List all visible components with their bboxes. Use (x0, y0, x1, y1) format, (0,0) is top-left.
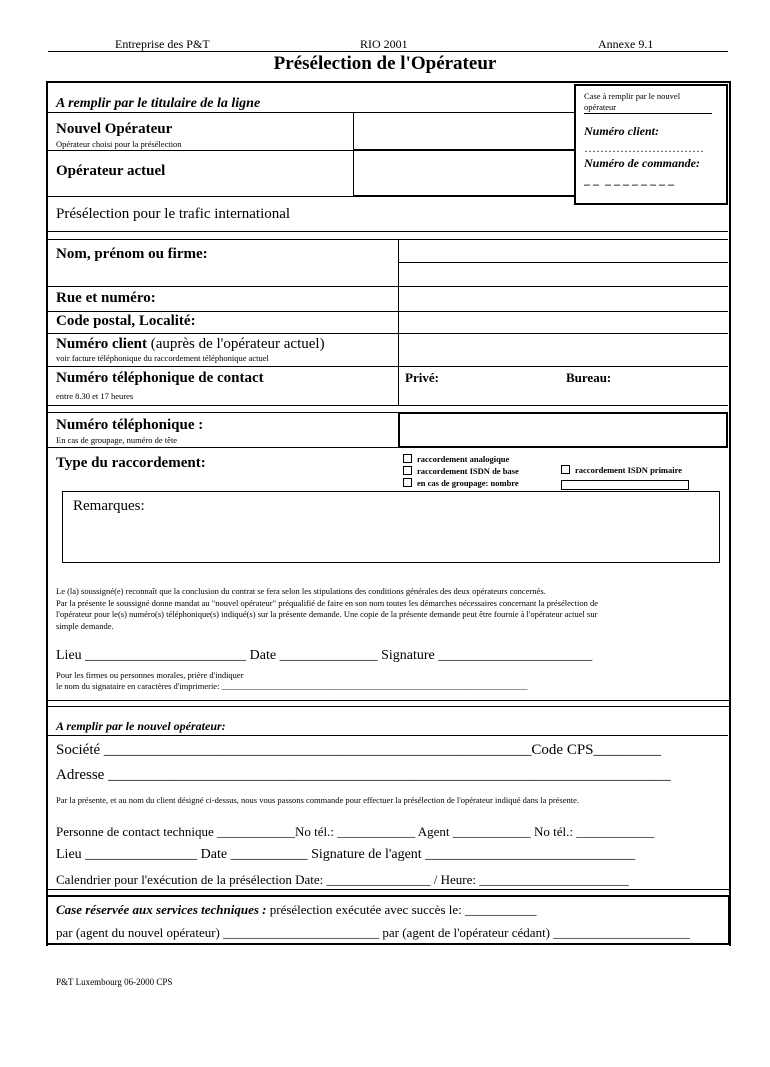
new-operator-field[interactable] (353, 112, 576, 150)
legal-line-4: simple demande. (56, 620, 114, 631)
client-number-label: Numéro client: (584, 124, 659, 138)
section3-heading: Case réservée aux services techniques : (56, 902, 267, 917)
connection-type-label: Type du raccordement: (56, 455, 206, 471)
order-number-dashes[interactable]: _ _ _ _ _ _ _ _ _ _ (584, 173, 674, 187)
lieu-date-signature[interactable]: Lieu _______________________ Date ______________ Signature ______________________ (56, 648, 593, 663)
phone-number-field[interactable] (398, 412, 728, 448)
current-operator-field[interactable] (353, 150, 576, 196)
legal-line-1: Le (la) soussigné(e) reconnaît que la conclusion du contrat se fera selon les stipulations des conditions générales des deux opérateurs concernés. (56, 586, 546, 596)
adresse-line[interactable]: Adresse ___________________________________________________________________________ (56, 767, 671, 783)
firms-note (56, 670, 528, 692)
footer: P&T Luxembourg 06-2000 CPS (56, 977, 173, 987)
group-checkbox[interactable] (403, 478, 412, 487)
analog-checkbox[interactable] (403, 454, 412, 463)
legal-text (56, 586, 716, 632)
client-num-row (56, 336, 325, 353)
name-field-line[interactable] (398, 262, 728, 263)
contact-line[interactable]: Personne de contact technique ____________No tél.: ____________ Agent ____________ No tél.: ____________ (56, 824, 655, 839)
isdn-base-option-label: raccordement ISDN de base (417, 466, 519, 476)
header-center: RIO 2001 (360, 37, 408, 51)
phone-number-sub: En cas de groupage, numéro de tête (56, 435, 178, 445)
header-left: Entreprise des P&T (115, 37, 210, 51)
client-num-paren: (auprès de l'opérateur actuel) (150, 336, 325, 352)
section2-heading: A remplir par le nouvel opérateur: (56, 719, 226, 733)
remarks-label: Remarques: (73, 498, 145, 514)
isdn-primary-option (561, 465, 682, 475)
legal-line-2: Par la présente le soussigné donne mandat au "nouvel opérateur" préqualifié de faire en son nom toutes les démarches nécessaires concernant la présélection de (56, 597, 598, 608)
lieu-agent-line[interactable]: Lieu ________________ Date ___________ Signature de l'agent ______________________________ (56, 847, 636, 862)
group-option-label: en cas de groupage: nombre (417, 478, 519, 488)
client-num-label: Numéro client (56, 336, 147, 352)
firms-line-2[interactable]: le nom du signataire en caractères d'imprimerie: ________________________________________________________________________ (56, 681, 528, 691)
calendar-line[interactable]: Calendrier pour l'exécution de la présélection Date: ________________ / Heure: _______________________ (56, 872, 629, 887)
header-right: Annexe 9.1 (598, 37, 654, 51)
section1-heading: A remplir par le titulaire de la ligne (56, 96, 261, 111)
section3-line-2[interactable]: par (agent du nouvel opérateur) ________________________ par (agent de l'opérateur cédant) _____________________ (56, 925, 690, 940)
name-label: Nom, prénom ou firme: (56, 246, 208, 262)
contact-phone-label: Numéro téléphonique de contact (56, 370, 264, 386)
connection-options (403, 453, 519, 489)
client-num-sub: voir facture téléphonique du raccordement téléphonique actuel (56, 353, 269, 363)
bureau-label: Bureau: (566, 370, 612, 385)
isdn-primary-option-label: raccordement ISDN primaire (575, 465, 683, 475)
section3-line-1[interactable] (56, 902, 537, 918)
order-number-label: Numéro de commande: (584, 156, 700, 170)
legal-line-3: l'opérateur pour le(s) numéro(s) téléphonique(s) indiqué(s) sur la présente demande. Une copie de la présente demande peut être fournie à l'opérateur actuel sur (56, 609, 598, 619)
analog-option-label: raccordement analogique (417, 454, 510, 464)
isdn-base-checkbox[interactable] (403, 466, 412, 475)
header-rule (48, 51, 728, 52)
street-label: Rue et numéro: (56, 290, 156, 306)
new-operator-label: Nouvel Opérateur (56, 121, 173, 137)
client-number-dots[interactable]: ………………………… (584, 141, 704, 155)
group-count-field[interactable] (561, 480, 689, 490)
postal-label: Code postal, Localité: (56, 313, 196, 329)
isdn-primary-checkbox[interactable] (561, 465, 570, 474)
current-operator-label: Opérateur actuel (56, 163, 166, 179)
remarks-box[interactable] (62, 491, 720, 563)
section3-heading-rest: présélection exécutée avec succès le: ___________ (266, 902, 537, 917)
new-operator-sub: Opérateur choisi pour la présélection (56, 139, 182, 149)
phone-number-label: Numéro téléphonique : (56, 417, 204, 433)
societe-line[interactable]: Société _________________________________________________________Code CPS_________ (56, 742, 662, 758)
contact-phone-sub: entre 8.30 et 17 heures (56, 391, 134, 401)
prive-label: Privé: (405, 370, 439, 385)
page-title: Présélection de l'Opérateur (273, 53, 497, 74)
order-text: Par la présente, et au nom du client désigné ci-dessus, nous vous passons commande pour effectuer la présélection de l'opérateur indiqué dans la présente. (56, 795, 580, 805)
operator-side-box (574, 84, 728, 205)
firms-line-1: Pour les firmes ou personnes morales, prière d'indiquer (56, 670, 244, 680)
international-label: Présélection pour le trafic international (56, 206, 291, 222)
side-box-note: Case à remplir par le nouvel opérateur (584, 91, 712, 114)
